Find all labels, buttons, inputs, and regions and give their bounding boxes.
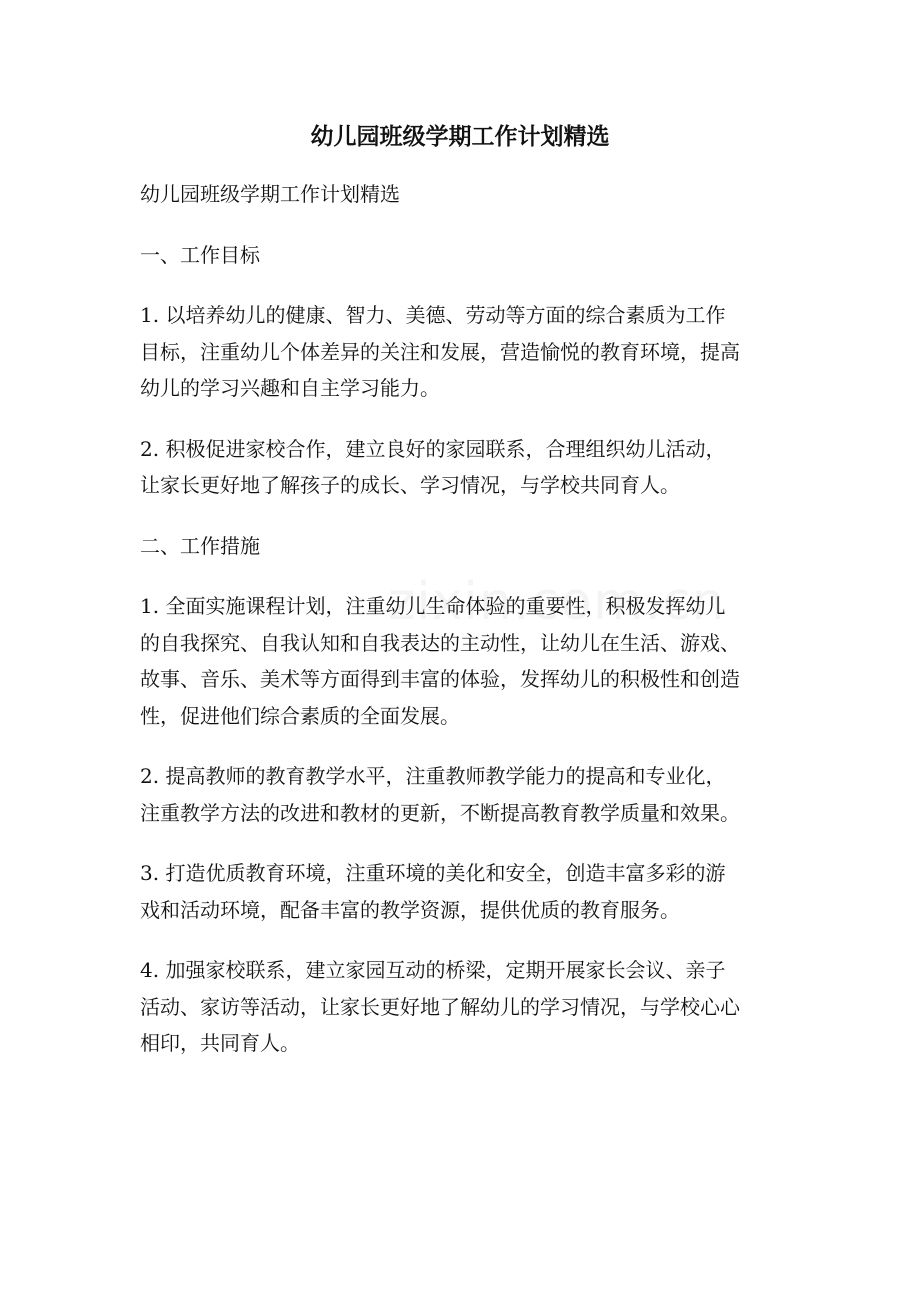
text-line: 1. 全面实施课程计划，注重幼儿生命体验的重要性，积极发挥幼儿 [140, 594, 726, 618]
text-line: 2. 提高教师的教育教学水平，注重教师教学能力的提高和专业化， [140, 764, 726, 788]
measure-item-4 [140, 952, 800, 1062]
text-line: 3. 打造优质教育环境，注重环境的美化和安全，创造丰富多彩的游 [140, 861, 726, 885]
goal-item-1 [140, 297, 800, 407]
goal-item-2 [140, 431, 800, 504]
measure-item-2 [140, 758, 800, 831]
text-line: 幼儿的学习兴趣和自主学习能力。 [140, 376, 440, 400]
section-heading-measures [140, 528, 800, 565]
text-line: 一、工作目标 [140, 242, 260, 267]
text-line: 注重教学方法的改进和教材的更新，不断提高教育教学质量和效果。 [140, 800, 740, 825]
text-line: 相印，共同育人。 [140, 1031, 300, 1055]
measure-item-1 [140, 588, 800, 734]
text-line: 故事、音乐、美术等方面得到丰富的体验，发挥幼儿的积极性和创造 [140, 667, 740, 691]
text-line: 让家长更好地了解孩子的成长、学习情况，与学校共同育人。 [140, 473, 680, 497]
measure-item-3 [140, 855, 800, 928]
text-line: 的自我探究、自我认知和自我表达的主动性，让幼儿在生活、游戏、 [140, 630, 740, 655]
text-line: 性，促进他们综合素质的全面发展。 [140, 703, 460, 728]
text-line: 4. 加强家校联系，建立家园互动的桥梁，定期开展家长会议、亲子 [140, 958, 726, 982]
text-line: 活动、家访等活动，让家长更好地了解幼儿的学习情况，与学校心心 [140, 994, 740, 1019]
document-title: 幼儿园班级学期工作计划精选 [310, 123, 610, 150]
text-line: 二、工作措施 [140, 533, 260, 558]
text-line: 戏和活动环境，配备丰富的教学资源，提供优质的教育服务。 [140, 897, 680, 922]
section-heading-goals [140, 237, 800, 274]
text-line: 幼儿园班级学期工作计划精选 [140, 182, 400, 206]
text-line: 目标，注重幼儿个体差异的关注和发展，营造愉悦的教育环境，提高 [140, 339, 740, 364]
text-line: 1. 以培养幼儿的健康、智力、美德、劳动等方面的综合素质为工作 [140, 303, 726, 327]
subtitle-paragraph [140, 176, 800, 213]
document-body [140, 176, 800, 1086]
text-line: 2. 积极促进家校合作，建立良好的家园联系，合理组织幼儿活动， [140, 436, 726, 461]
